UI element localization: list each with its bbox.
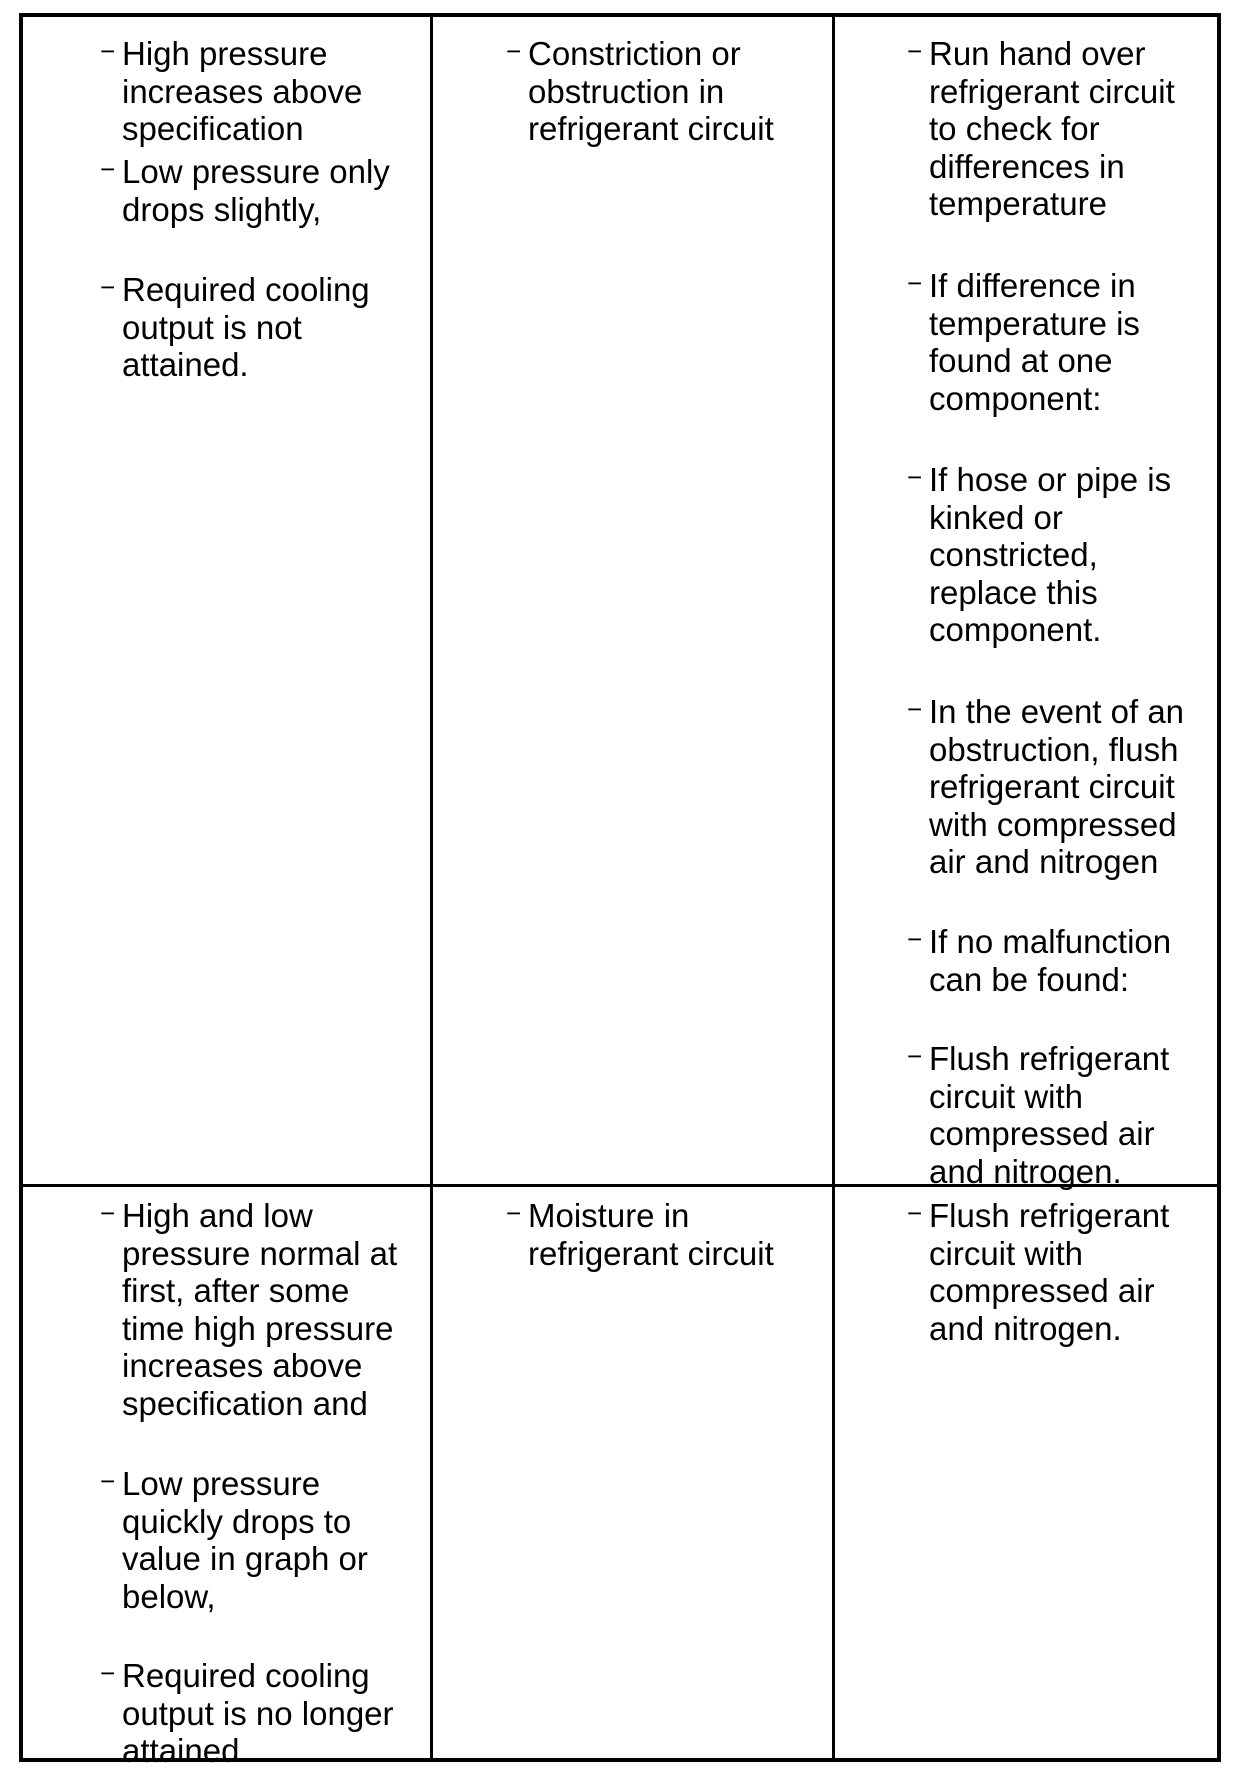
dash-bullet: −: [907, 694, 923, 724]
remedy-text: If difference in temperature is found at one component:: [929, 267, 1140, 417]
row-1-symptom-cell: [100, 35, 430, 1185]
row-2-remedy-cell: [907, 1197, 1225, 1757]
column-divider: [430, 17, 433, 1758]
dash-bullet: −: [100, 1198, 116, 1228]
symptom-text: Low pressure only drops slightly,: [122, 153, 390, 228]
row-2-symptom-cell: [100, 1197, 430, 1769]
symptom-text: Required cooling output is not attained.: [122, 271, 370, 383]
dash-bullet: −: [506, 36, 522, 66]
symptom-text: Required cooling output is no longer attained.: [122, 1657, 394, 1769]
dash-bullet: −: [100, 154, 116, 184]
row-1-cause-cell: [506, 35, 832, 1185]
symptom-text: High and low pressure normal at first, after some time high pressure increases above specification and: [122, 1197, 398, 1422]
cause-text: Constriction or obstruction in refrigerant circuit: [528, 35, 774, 147]
dash-bullet: −: [907, 1041, 923, 1071]
row-1-remedy-cell: [907, 35, 1225, 1190]
remedy-text: Run hand over refrigerant circuit to check for differences in temperature: [929, 35, 1175, 222]
dash-bullet: −: [907, 36, 923, 66]
symptom-text: High pressure increases above specification: [122, 35, 363, 147]
dash-bullet: −: [907, 268, 923, 298]
remedy-text: Flush refrigerant circuit with compressed air and nitrogen.: [929, 1197, 1170, 1347]
dash-bullet: −: [100, 1658, 116, 1688]
remedy-text: If no malfunction can be found:: [929, 923, 1172, 998]
remedy-text: Flush refrigerant circuit with compressed air and nitrogen.: [929, 1040, 1170, 1190]
column-divider: [832, 17, 835, 1758]
row-2-cause-cell: [506, 1197, 832, 1757]
cause-text: Moisture in refrigerant circuit: [528, 1197, 774, 1272]
dash-bullet: −: [907, 462, 923, 492]
dash-bullet: −: [100, 1466, 116, 1496]
dash-bullet: −: [907, 924, 923, 954]
remedy-text: If hose or pipe is kinked or constricted, replace this component.: [929, 461, 1172, 648]
remedy-text: In the event of an obstruction, flush refrigerant circuit with compressed air and nitrogen: [929, 693, 1185, 880]
troubleshooting-table: [19, 13, 1221, 1769]
dash-bullet: −: [506, 1198, 522, 1228]
dash-bullet: −: [100, 272, 116, 302]
dash-bullet: −: [907, 1198, 923, 1228]
symptom-text: Low pressure quickly drops to value in graph or below,: [122, 1465, 368, 1615]
dash-bullet: −: [100, 36, 116, 66]
